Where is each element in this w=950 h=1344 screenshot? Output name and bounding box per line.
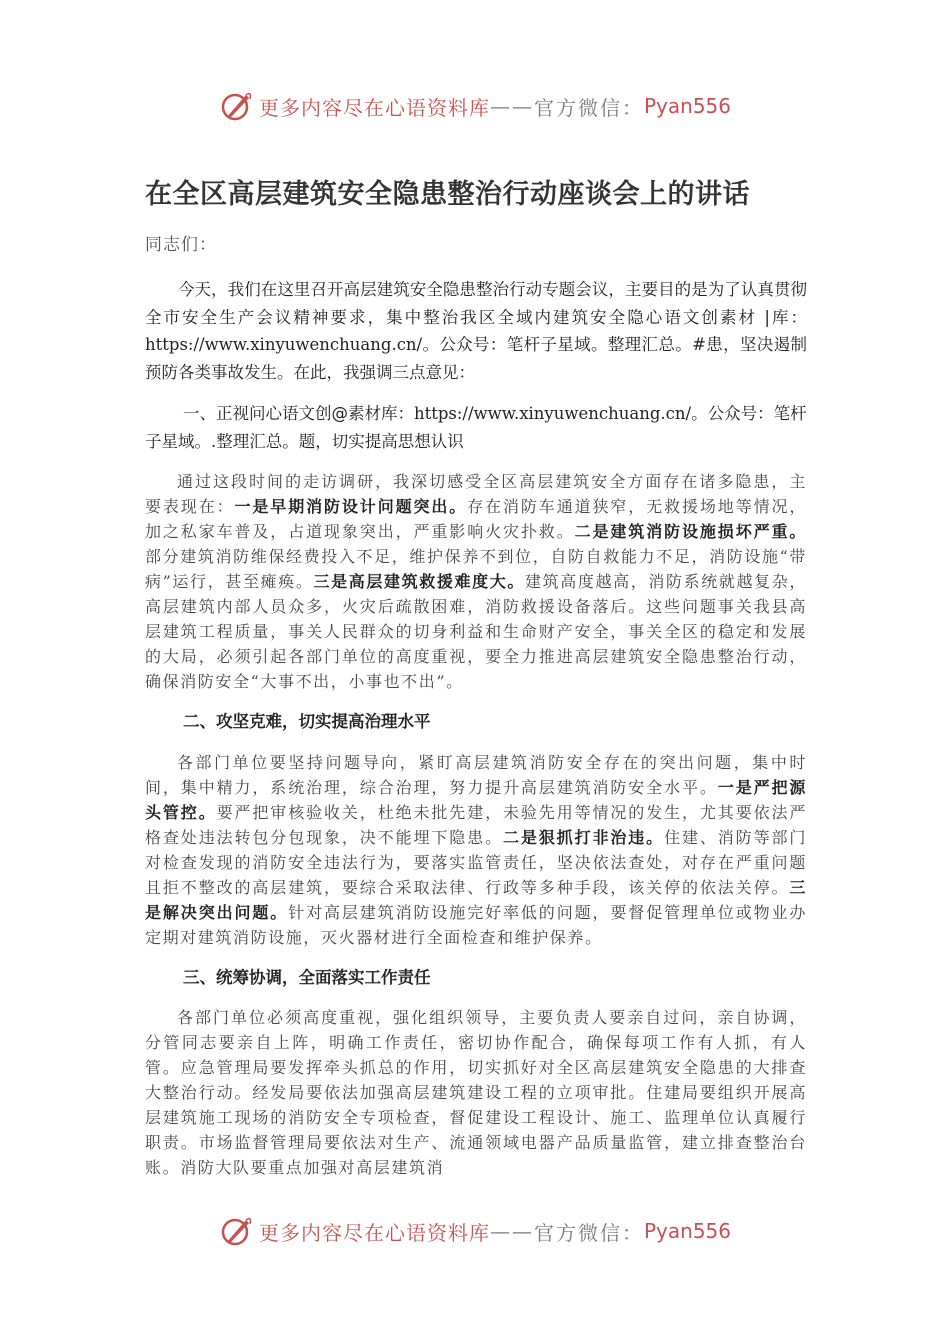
section-1-url: https://www.xinyuwenchuang.cn/ <box>413 404 692 423</box>
banner-dash: —— <box>489 94 534 118</box>
intro-paragraph <box>145 276 807 386</box>
s2-text-4: 针对高层建筑消防设施完好率低的问题，要督促管理单位或物业办定期对建筑消防设施，灭火器材进行全面检查和维护保养。 <box>145 902 807 947</box>
footer-handle: Pyan556 <box>643 1219 731 1243</box>
footer-official: 官方微信： <box>533 1220 644 1245</box>
section-2-paragraph <box>145 750 807 950</box>
s2-text-3: 住建、消防等部门对检查发现的消防安全违法行为，要落实监管责任，坚决依法查处，对存在严重问题且拒不整改的高层建筑，要综合采取法律、行政等多种手段，该关停的依法关停。 <box>145 827 807 897</box>
document-body <box>145 170 807 1180</box>
section-1-heading-b: 。公众号：笔杆子星域。.整理汇总。题，切实提高思想认识 <box>145 404 807 451</box>
header-banner <box>0 84 950 128</box>
section-3-heading: 三、统筹协调，全面落实工作责任 <box>182 967 431 987</box>
s1-text-2: 存在消防车通道狭窄，无救援场地等情况，加之私家车普及，占道现象突出，严重影响火灾扑救。 <box>145 497 807 541</box>
s2-bold-2: 二是狠抓打非治违。 <box>502 827 665 847</box>
intro-url: https://www.xinyuwenchuang.cn/ <box>145 335 423 354</box>
s1-bold-3: 三是高层建筑救援难度大。 <box>313 572 525 591</box>
section-1-heading-a: 一、正视问心语文创@素材库： <box>182 404 414 423</box>
banner-brand: 更多内容尽在心语资料库 <box>258 95 490 120</box>
s1-bold-1: 一是早期消防设计问题突出。 <box>234 497 468 516</box>
s2-text-1: 各部门单位要坚持问题导向，紧盯高层建筑消防安全存在的突出问题，集中时间，集中精力，系统治理，综合治理，努力提升高层建筑消防安全水平。 <box>145 752 807 797</box>
section-2-heading: 二、攻坚克难，切实提高治理水平 <box>182 712 431 731</box>
s1-text-1: 通过这段时间的走访调研，我深切感受全区高层建筑安全方面存在诸多隐患，主要表现在： <box>145 472 807 516</box>
intro-text-1: 今天，我们在这里召开高层建筑安全隐患整治行动专题会议，主要目的是为了认真贯彻全市安全生产会议精神要求，集中整治我区全域内建筑安全隐心语文创素材 |库： <box>145 280 807 327</box>
s2-bold-3: 三是解决突出问题。 <box>145 877 807 922</box>
section-1-paragraph <box>145 469 807 694</box>
greeting: 同志们： <box>145 235 217 255</box>
s1-bold-2: 二是建筑消防设施损坏严重。 <box>574 522 807 541</box>
quill-logo-icon <box>219 89 253 123</box>
section-3-paragraph: 各部门单位必须高度重视，强化组织领导，主要负责人要亲自过问，亲自协调，分管同志要亲自上阵，明确工作责任，密切协作配合，确保每项工作有人抓，有人管。应急管理局要发挥牵头抓总的作用，切实抓好对全区高层建筑安全隐患的大排查大整治行动。经发局要依法加强高层建筑建设工程的立项审批。住建局要组织开展高层建筑施工现场的消防安全专项检查，督促建设工程设计、施工、监理单位认真履行职责。市场监督管理局要依法对生产、流通领域电器产品质量监管，建立排查整治台账。消防大队要重点加强对高层建筑消 <box>145 1008 807 1177</box>
s2-bold-1: 一是严把源头管控。 <box>145 777 807 822</box>
quill-logo-icon <box>219 1214 253 1248</box>
s1-text-3: 部分建筑消防维保经费投入不足，维护保养不到位，自防自救能力不足，消防设施“带病”运行，甚至瘫痪。 <box>145 547 807 591</box>
s2-text-2: 要严把审核验收关，杜绝未批先建，未验先用等情况的发生，尤其要依法严格查处违法转包分包现象，决不能埋下隐患。 <box>145 802 807 847</box>
s1-text-4: 建筑高度越高，消防系统就越复杂，高层建筑内部人员众多，火灾后疏散困难，消防救援设备落后。这些问题事关我县高层建筑工程质量，事关人民群众的切身利益和生命财产安全，事关全区的稳定和发展的大局，必须引起各部门单位的高度重视，要全力推进高层建筑安全隐患整治行动，确保消防安全“大事不出，小事也不出”。 <box>145 572 807 691</box>
banner-handle: Pyan556 <box>643 94 731 118</box>
section-1-heading <box>145 400 807 455</box>
intro-text-2: 。公众号：笔杆子星域。整理汇总。#患，坚决遏制预防各类事故发生。在此，我强调三点意见： <box>145 335 807 382</box>
page-title: 在全区高层建筑安全隐患整治行动座谈会上的讲话 <box>145 179 750 210</box>
footer-brand: 更多内容尽在心语资料库 <box>258 1220 490 1245</box>
footer-dash: —— <box>489 1219 534 1243</box>
footer-banner <box>0 1209 950 1253</box>
banner-official: 官方微信： <box>533 95 644 120</box>
